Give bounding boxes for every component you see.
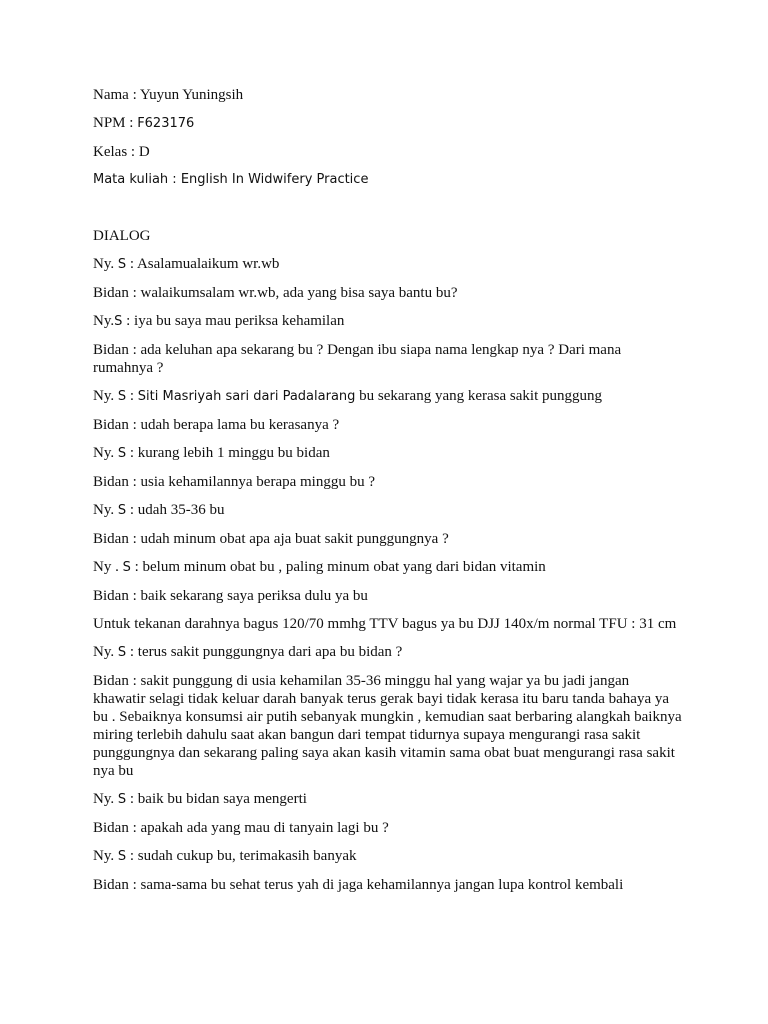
npm-value: F623176 — [137, 116, 195, 131]
dialog-line-19: Bidan : sama-sama bu sehat terus yah di jaga kehamilannya jangan lupa kontrol kembali — [93, 877, 624, 893]
npm-label: NPM : — [93, 115, 138, 131]
dialog-line-3: Ny.S : iya bu saya mau periksa kehamilan — [93, 313, 345, 329]
dialog-line-9: Ny. S : udah 35-36 bu — [93, 502, 225, 518]
dialog-line-1: Ny. S : Asalamualaikum wr.wb — [93, 256, 280, 272]
dialog-line-7: Ny. S : kurang lebih 1 minggu bu bidan — [93, 445, 330, 461]
course-name: Mata kuliah : English In Widwifery Practice — [93, 172, 369, 187]
document-page — [93, 86, 683, 894]
dialog-line-17: Bidan : apakah ada yang mau di tanyain lagi bu ? — [93, 820, 389, 836]
dialog-line-18: Ny. S : sudah cukup bu, terimakasih banyak — [93, 848, 357, 864]
dialog-line-15: Bidan : sakit punggung di usia kehamilan 35-36 minggu hal yang wajar ya bu jadi jangan khawatir selagi tidak keluar darah banyak terus gerak bayi tidak kerasa itu baru tanda bahaya ya bu . Sebaiknya konsumsi air putih sebanyak mungkin , kemudian saat berbaring alangkah baiknya miring terlebih dahulu saat akan bangun dari tempat tidurnya supaya mengurangi rasa sakit punggungnya dan sekarang paling saya akan kasih vitamin sama obat buat mengurangi rasa sakit nya bu — [93, 673, 682, 779]
dialog-title: DIALOG — [93, 228, 151, 244]
dialog-line-12: Bidan : baik sekarang saya periksa dulu ya bu — [93, 588, 368, 604]
dialog-line-4: Bidan : ada keluhan apa sekarang bu ? Dengan ibu siapa nama lengkap nya ? Dari mana rumahnya ? — [93, 342, 622, 376]
dialog-line-10: Bidan : udah minum obat apa aja buat sakit punggungnya ? — [93, 531, 449, 547]
dialog-line-6: Bidan : udah berapa lama bu kerasanya ? — [93, 417, 340, 433]
dialog-line-16: Ny. S : baik bu bidan saya mengerti — [93, 791, 307, 807]
dialog-line-11: Ny . S : belum minum obat bu , paling minum obat yang dari bidan vitamin — [93, 559, 546, 575]
dialog-line-8: Bidan : usia kehamilannya berapa minggu bu ? — [93, 474, 376, 490]
student-class: Kelas : D — [93, 144, 150, 160]
dialog-line-5: Ny. S : Siti Masriyah sari dari Padalarang bu sekarang yang kerasa sakit punggung — [93, 388, 603, 404]
student-name: Nama : Yuyun Yuningsih — [93, 87, 244, 103]
dialog-line-13: Untuk tekanan darahnya bagus 120/70 mmhg TTV bagus ya bu DJJ 140x/m normal TFU : 31 cm — [93, 616, 677, 632]
dialog-line-14: Ny. S : terus sakit punggungnya dari apa bu bidan ? — [93, 644, 403, 660]
student-npm — [93, 114, 683, 133]
dialog-line-2: Bidan : walaikumsalam wr.wb, ada yang bisa saya bantu bu? — [93, 285, 458, 301]
